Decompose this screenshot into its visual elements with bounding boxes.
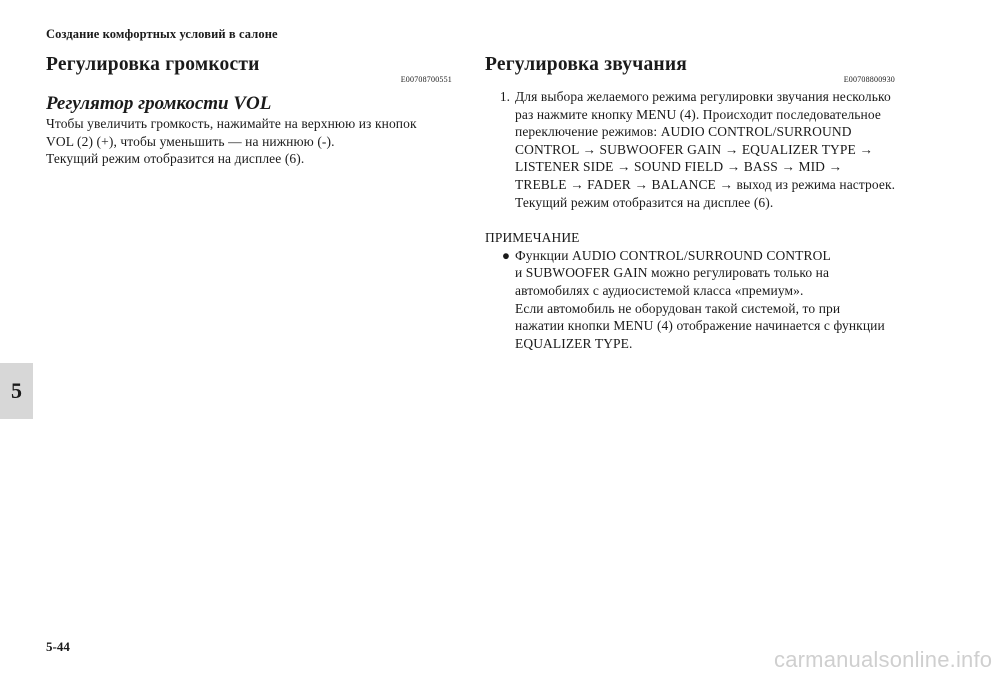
text-line: Текущий режим отобразится на дисплее (6). bbox=[46, 151, 305, 167]
watermark: carmanualsonline.info bbox=[774, 647, 992, 672]
text-line: Функции AUDIO CONTROL/SURROUND CONTROL bbox=[515, 247, 831, 263]
text-line: Текущий режим отобразится на дисплее (6). bbox=[515, 194, 774, 210]
text-line: EQUALIZER TYPE. bbox=[515, 335, 633, 351]
step-text bbox=[515, 88, 895, 211]
text-line: автомобилях с аудиосистемой класса «премиум». bbox=[515, 282, 804, 298]
running-header: Создание комфортных условий в салоне bbox=[46, 27, 278, 41]
sound-section-title: Регулировка звучания bbox=[485, 54, 688, 75]
step-number: 1. bbox=[499, 89, 510, 104]
text-line: и SUBWOOFER GAIN можно регулировать только на bbox=[515, 265, 830, 281]
text-line: нажатии кнопки MENU (4) отображение начинается с функции bbox=[515, 318, 885, 334]
volume-instructions bbox=[46, 115, 452, 168]
chapter-number: 5 bbox=[11, 378, 22, 403]
volume-section-code: E00708700551 bbox=[400, 75, 452, 84]
left-column bbox=[46, 52, 452, 168]
text-line: LISTENER SIDE → SOUND FIELD → BASS → MID → bbox=[515, 159, 843, 175]
step-item bbox=[485, 88, 895, 211]
volume-control-subtitle: Регулятор громкости VOL bbox=[46, 93, 272, 114]
text-line: Для выбора желаемого режима регулировки звучания несколько bbox=[515, 89, 891, 104]
sound-section-code: E00708800930 bbox=[843, 75, 895, 84]
text-line: CONTROL → SUBWOOFER GAIN → EQUALIZER TYPE → bbox=[515, 141, 873, 157]
note-text bbox=[515, 247, 895, 353]
text-line: Чтобы увеличить громкость, нажимайте на верхнюю из кнопок bbox=[46, 116, 417, 131]
bullet-icon: ● bbox=[501, 247, 510, 263]
text-line: Если автомобиль не оборудован такой системой, то при bbox=[515, 300, 841, 316]
right-column bbox=[485, 52, 895, 352]
page-number: 5-44 bbox=[46, 639, 70, 654]
text-line: TREBLE → FADER → BALANCE → выход из режима настроек. bbox=[515, 176, 896, 192]
text-line: VOL (2) (+), чтобы уменьшить — на нижнюю (-). bbox=[46, 133, 335, 149]
volume-section-title: Регулировка громкости bbox=[46, 54, 260, 75]
chapter-tab bbox=[0, 363, 33, 419]
text-line: раз нажмите кнопку MENU (4). Происходит последовательное bbox=[515, 106, 881, 122]
note-item bbox=[485, 247, 895, 353]
note-label: ПРИМЕЧАНИЕ bbox=[485, 230, 580, 246]
text-line: переключение режимов: AUDIO CONTROL/SURROUND bbox=[515, 124, 852, 140]
